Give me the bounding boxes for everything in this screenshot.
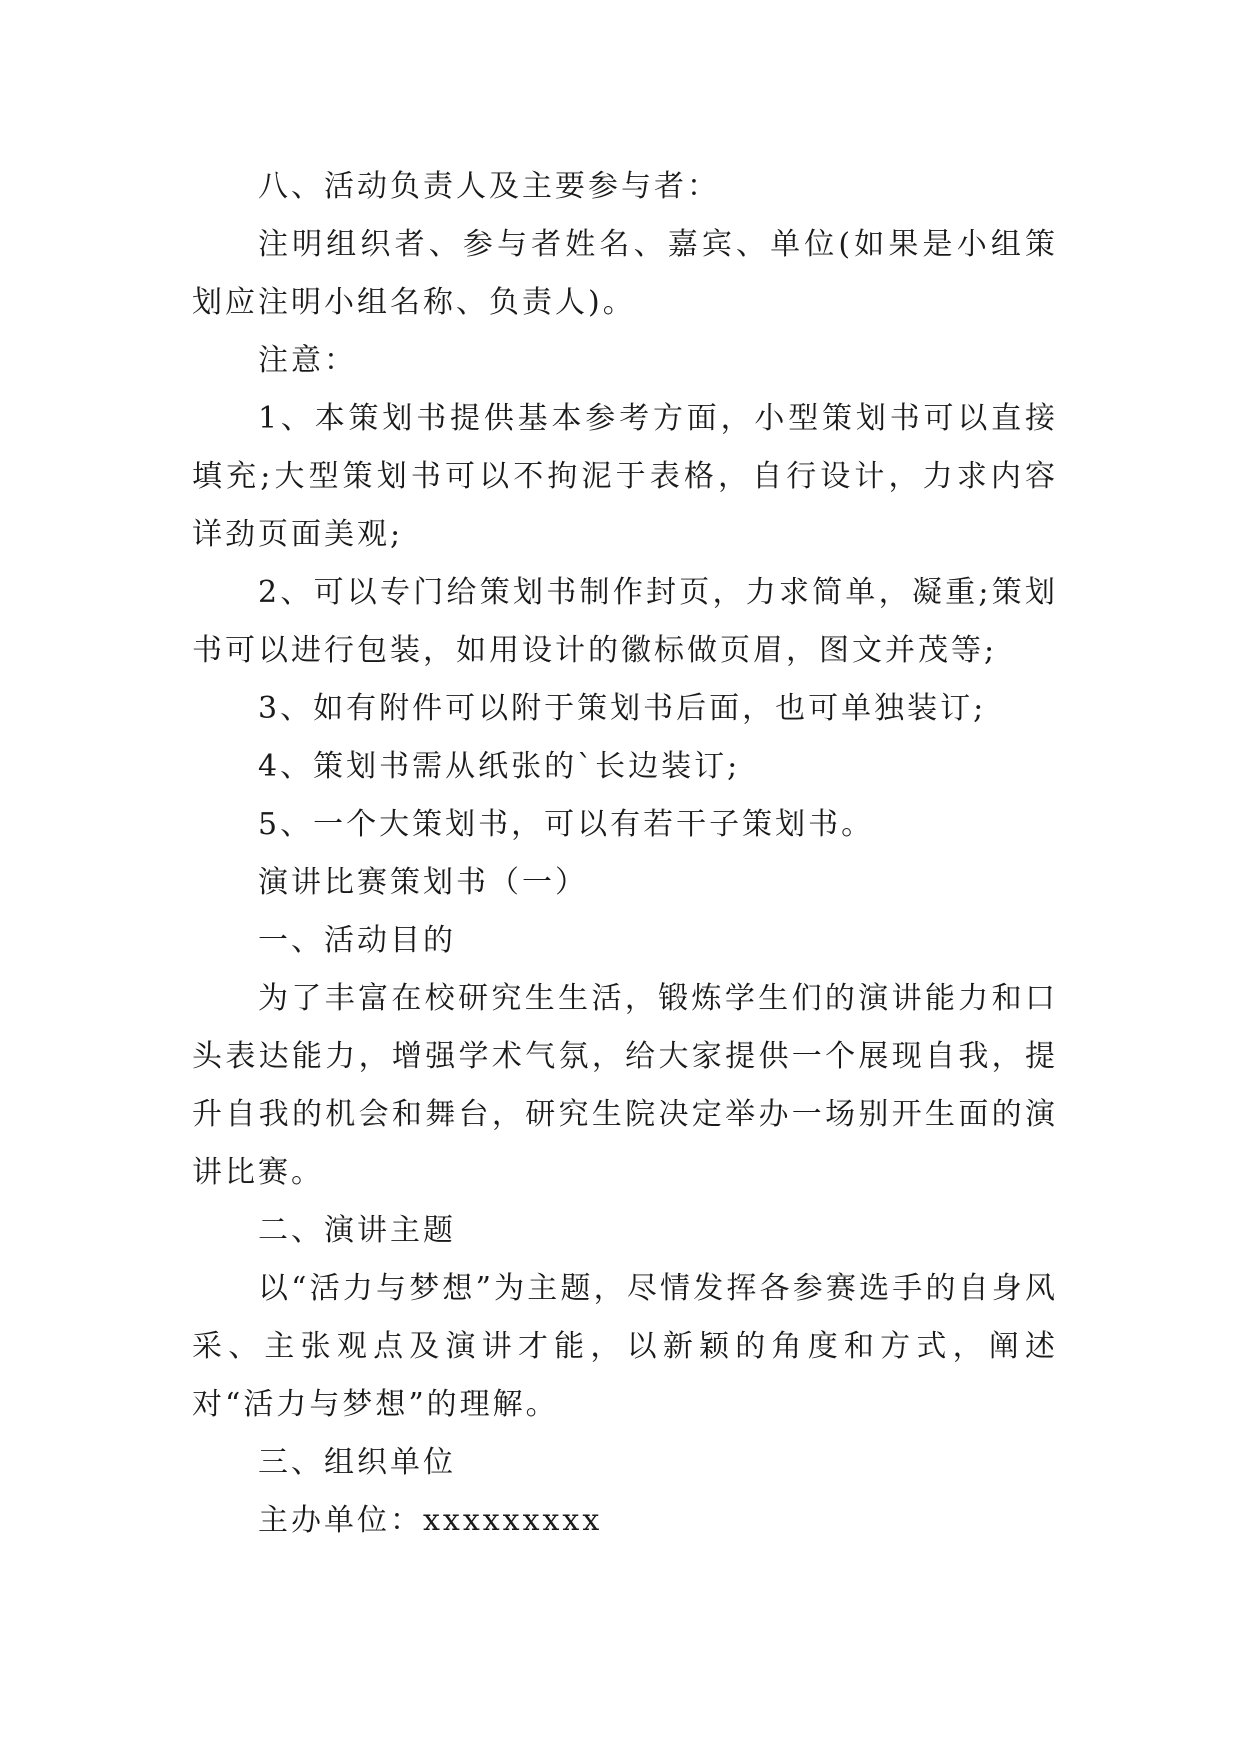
note-item-5: 5、一个大策划书，可以有若干子策划书。 [258, 807, 875, 842]
paragraph-leaders-note: 注明组织者、参与者姓名、嘉宾、单位(如果是小组策划应注明小组名称、负责人)。 [192, 227, 1058, 320]
document-title: 演讲比赛策划书（一） [258, 865, 588, 900]
note-item-3: 3、如有附件可以附于策划书后面，也可单独装订; [258, 691, 987, 726]
section-heading-theme: 二、演讲主题 [258, 1213, 456, 1248]
note-item-2: 2、可以专门给策划书制作封页，力求简单，凝重;策划书可以进行包装，如用设计的徽标做页眉，图文并茂等; [192, 575, 1058, 668]
document-body [192, 158, 1058, 1550]
section-heading-organizer: 三、组织单位 [258, 1445, 456, 1480]
paragraph-theme: 以“活力与梦想”为主题，尽情发挥各参赛选手的自身风采、主张观点及演讲才能，以新颖的角度和方式，阐述对“活力与梦想”的理解。 [192, 1271, 1058, 1422]
section-heading-leaders: 八、活动负责人及主要参与者： [258, 169, 720, 204]
section-heading-purpose: 一、活动目的 [258, 923, 456, 958]
note-item-4: 4、策划书需从纸张的`长边装订; [258, 749, 741, 784]
note-item-1: 1、本策划书提供基本参考方面，小型策划书可以直接填充;大型策划书可以不拘泥于表格，自行设计，力求内容详劲页面美观; [192, 401, 1058, 552]
paragraph-purpose: 为了丰富在校研究生生活，锻炼学生们的演讲能力和口头表达能力，增强学术气氛，给大家提供一个展现自我，提升自我的机会和舞台，研究生院决定举办一场别开生面的演讲比赛。 [192, 981, 1058, 1190]
paragraph-organizer: 主办单位：xxxxxxxxx [258, 1503, 603, 1538]
notes-heading: 注意： [258, 343, 357, 378]
